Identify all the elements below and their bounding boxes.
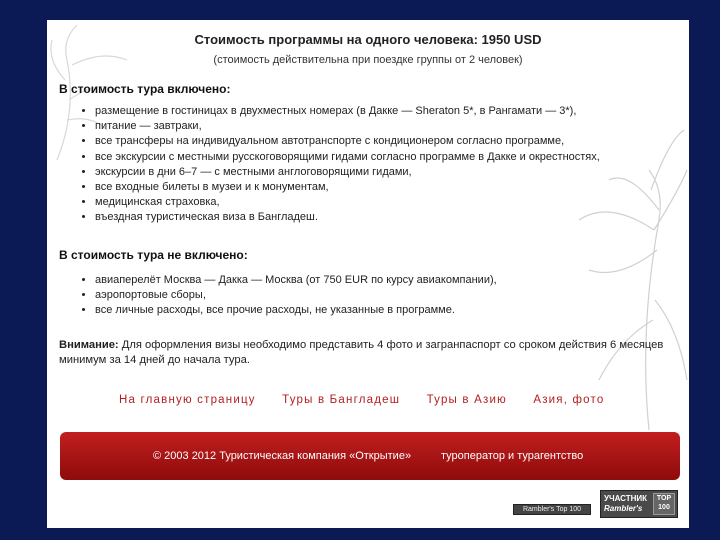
note-text: Для оформления визы необходимо представить 4 фото и загранпаспорт со сроком действия 6 месяцев минимум за 14 дней до начала тура. (59, 339, 664, 366)
list-item: • размещение в гостиницах в двухместных номерах (в Дакке — Sheraton 5*, в Рангамати — 3*), (95, 104, 600, 119)
bottom-nav (119, 394, 679, 406)
counter-badge[interactable]: Rambler's Top 100 (513, 504, 591, 515)
rambler-badge-line2: Rambler's (604, 504, 643, 513)
list-item: • питание — завтраки, (95, 119, 600, 134)
list-item: • аэропортовые сборы, (95, 288, 497, 303)
nav-link-asia-tours[interactable]: Туры в Азию (426, 394, 507, 406)
slide (47, 20, 689, 528)
nav-link-bangladesh-tours[interactable]: Туры в Бангладеш (282, 394, 401, 406)
page-content (47, 20, 689, 528)
list-item: • авиаперелёт Москва — Дакка — Москва (от 750 EUR по курсу авиакомпании), (95, 273, 497, 288)
excluded-list (77, 273, 497, 319)
rambler-top-badge: TOP 100 (653, 493, 675, 515)
visa-note (59, 338, 681, 368)
nav-link-home[interactable]: На главную страницу (119, 394, 256, 406)
included-list (77, 104, 600, 226)
list-item: • все экскурсии с местными русскоговорящими гидами согласно программе в Дакке и окрестностях, (95, 150, 600, 165)
page-title: Стоимость программы на одного человека: 1950 USD (194, 32, 542, 47)
note-label: Внимание: (59, 339, 119, 351)
list-item: • все личные расходы, все прочие расходы, не указанные в программе. (95, 303, 497, 318)
list-item: • въездная туристическая виза в Бангладеш. (95, 210, 600, 225)
included-heading: В стоимость тура включено: (59, 82, 231, 96)
footer-banner (60, 432, 680, 480)
nav-link-asia-photo[interactable]: Азия, фото (533, 394, 605, 406)
excluded-heading: В стоимость тура не включено: (59, 248, 248, 262)
footer-tagline: туроператор и турагентство (441, 450, 584, 462)
page-subtitle: (стоимость действительна при поездке группы от 2 человек) (213, 54, 523, 66)
footer-copyright: © 2003 2012 Туристическая компания «Открытие» (153, 450, 412, 462)
list-item: • экскурсии в дни 6–7 — с местными англоговорящими гидами, (95, 165, 600, 180)
list-item: • все входные билеты в музеи и к монументам, (95, 180, 600, 195)
rambler-top100-badge[interactable] (600, 490, 678, 518)
list-item: • все трансферы на индивидуальном автотранспорте с кондиционером согласно программе, (95, 134, 600, 149)
rambler-badge-line1: УЧАСТНИК (604, 494, 648, 503)
list-item: • медицинская страховка, (95, 195, 600, 210)
